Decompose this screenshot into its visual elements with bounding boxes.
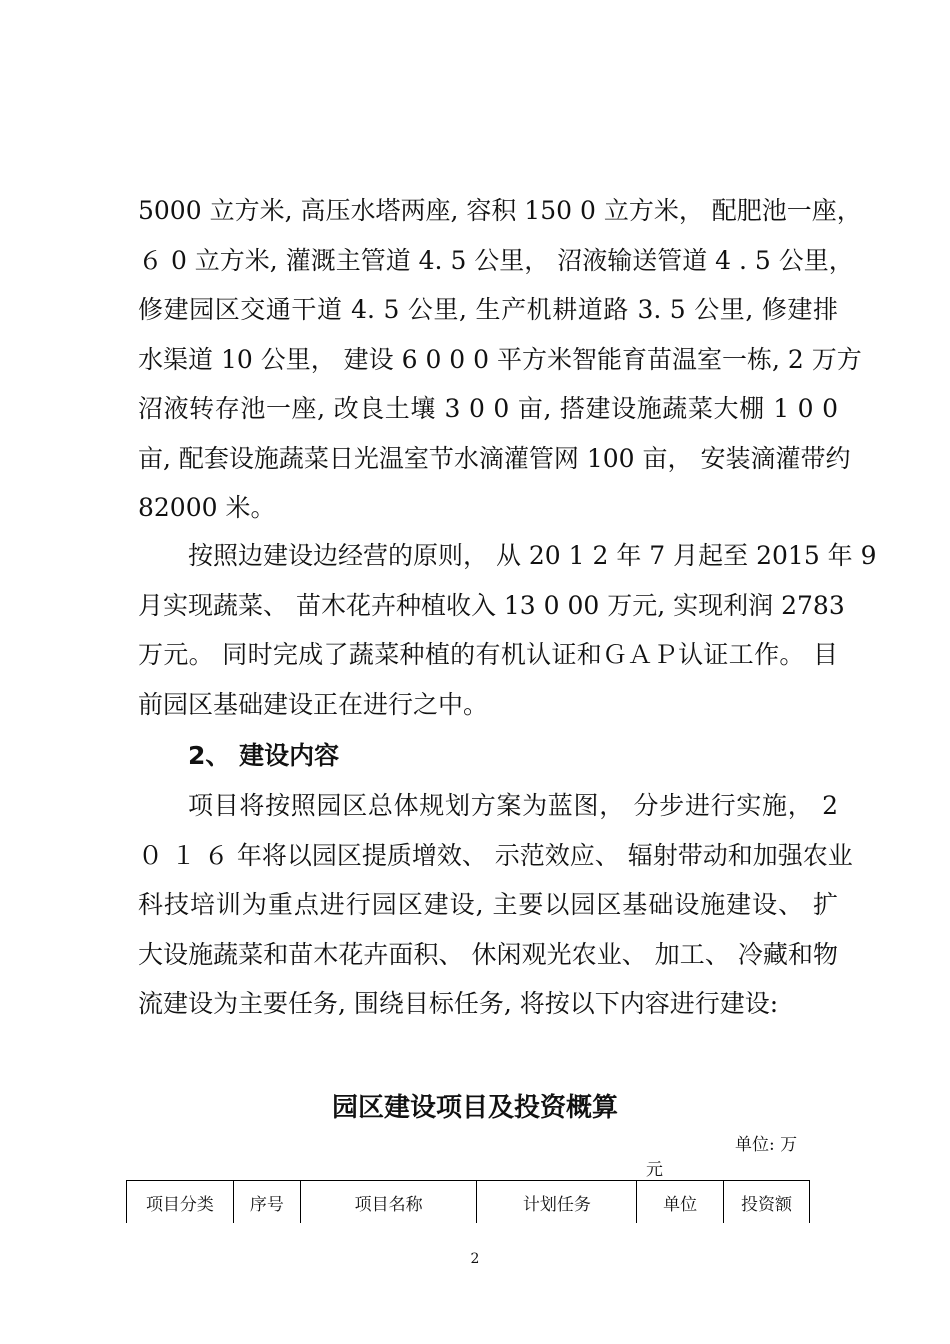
header-category: 项目分类 xyxy=(127,1181,234,1224)
text-line: 流建设为主要任务, 围绕目标任务, 将按以下内容进行建设: xyxy=(138,989,779,1018)
table-title: 园区建设项目及投资概算 xyxy=(331,1093,618,1123)
header-unit: 单位 xyxy=(637,1181,724,1224)
page-number: 2 xyxy=(470,1251,480,1267)
investment-budget-table xyxy=(126,1180,810,1223)
text-line: 修建园区交通干道 4. 5 公里, 生产机耕道路 3. 5 公里, 修建排 xyxy=(138,295,838,324)
paragraph-operations-summary xyxy=(138,531,877,729)
header-project-name: 项目名称 xyxy=(300,1181,477,1224)
text-line: 月实现蔬菜、 苗木花卉种植收入 13 0 00 万元, 实现利润 2783 xyxy=(138,590,845,620)
text-line: 万元。 同时完成了蔬菜种植的有机认证和ＧＡＰ认证工作。 目 xyxy=(138,640,838,669)
text-line: ０ １ ６ 年将以园区提质增效、 示范效应、 辐射带动和加强农业 xyxy=(138,840,853,870)
header-investment: 投资额 xyxy=(724,1181,810,1224)
text-line: 按照边建设边经营的原则， 从 20 1 2 年 7 月起至 2015 年 9 xyxy=(188,541,877,570)
header-serial-number: 序号 xyxy=(233,1181,300,1224)
text-line: 沼液转存池一座, 改良土壤 3 0 0 亩, 搭建设施蔬菜大棚 1 0 0 xyxy=(138,394,838,423)
text-line: 82000 米。 xyxy=(138,493,276,522)
section-heading: 2、 建设内容 xyxy=(188,741,340,770)
table-unit-label-continued: 元 xyxy=(646,1160,663,1180)
text-line: 大设施蔬菜和苗木花卉面积、 休闲观光农业、 加工、 冷藏和物 xyxy=(138,939,838,969)
text-line: 亩, 配套设施蔬菜日光温室节水滴灌管网 100 亩， 安装滴灌带约 xyxy=(138,443,851,473)
table-unit-label: 单位: 万 xyxy=(735,1135,798,1155)
paragraph-construction-details xyxy=(138,186,862,533)
text-line: 科技培训为重点进行园区建设, 主要以园区基础设施建设、 扩 xyxy=(138,890,838,919)
text-line: ６ 0 立方米, 灌溉主管道 4. 5 公里， 沼液输送管道 4 . 5 公里， xyxy=(138,245,854,275)
table-header-row xyxy=(127,1181,810,1224)
header-planned-task: 计划任务 xyxy=(477,1181,637,1224)
paragraph-construction-plan xyxy=(138,781,853,1029)
text-line: 前园区基础建设正在进行之中。 xyxy=(138,689,489,719)
text-line: 项目将按照园区总体规划方案为蓝图， 分步进行实施， 2 xyxy=(188,791,838,820)
text-line: 水渠道 10 公里， 建设 6 0 0 0 平方米智能育苗温室一栋, 2 万方 xyxy=(138,344,862,374)
text-line: 5000 立方米, 高压水塔两座, 容积 150 0 立方米， 配肥池一座， xyxy=(138,196,862,225)
